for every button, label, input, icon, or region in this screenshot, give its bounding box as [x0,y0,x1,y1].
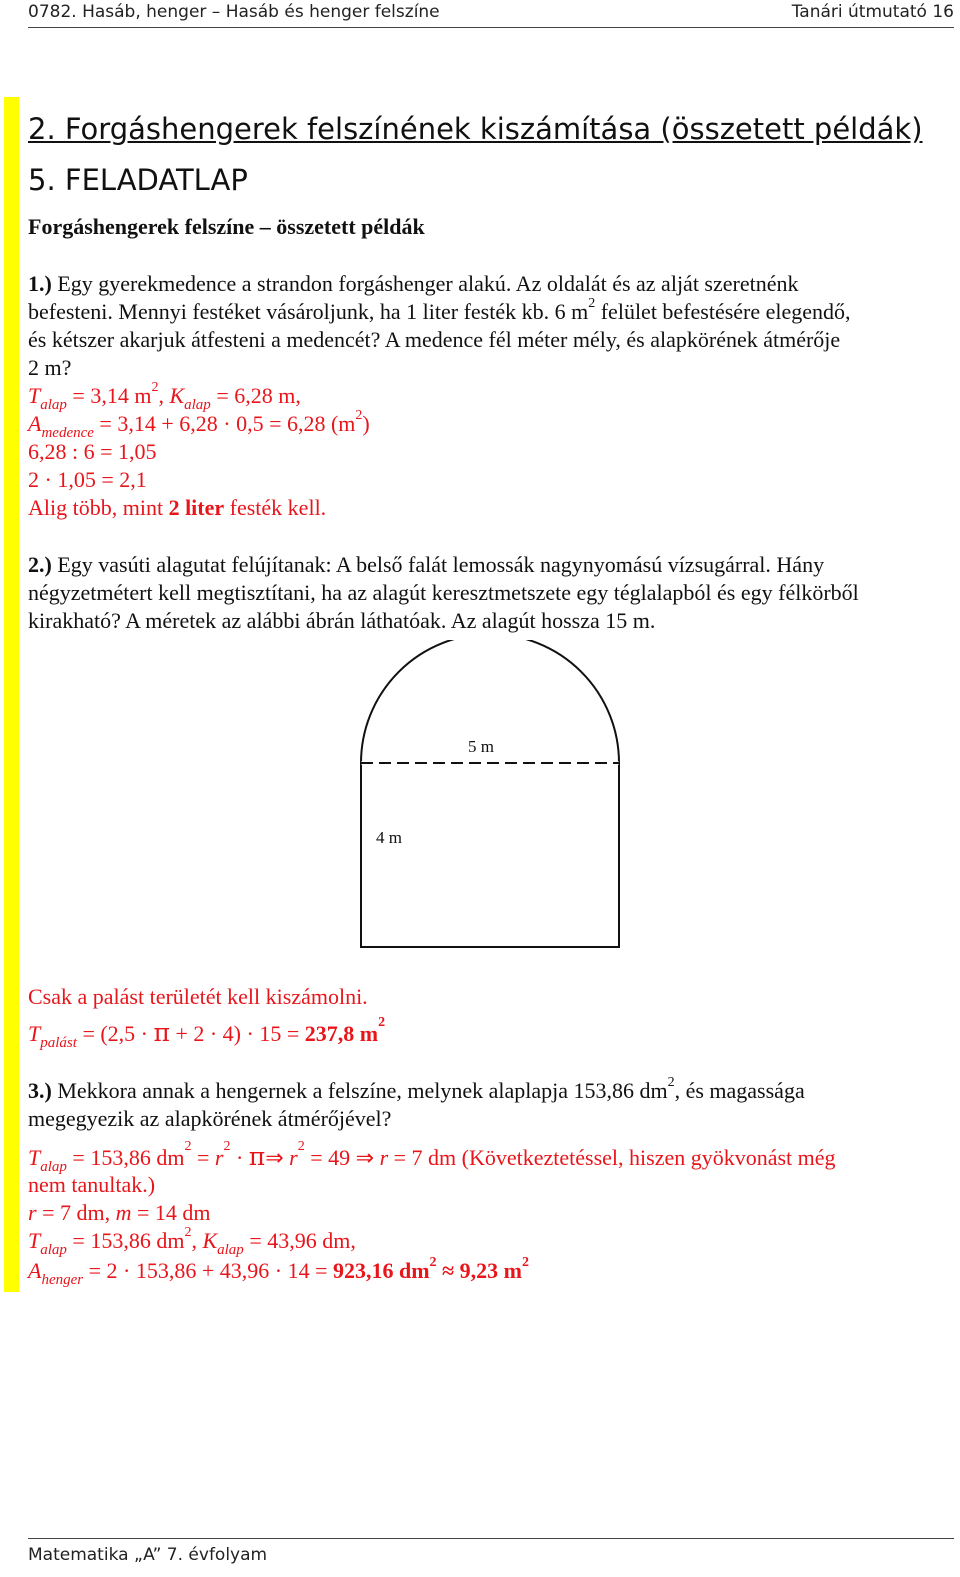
section-title: 2. Forgáshengerek felszínének kiszámítása (összetett példák) [28,112,923,146]
yellow-margin-bar [4,97,19,1292]
task3-solution-1: $T_{alap} = 153,86$ $dm^2 = r^2$ · π⇒ $r^2 = 49$ ⇒ r = 7 dm (Következtetéssel, hiszen gyökvonást még [28,1139,836,1175]
sheet-title: 5. FELADATLAP [28,163,248,197]
width-label: 5 m [468,737,494,756]
page-header [28,0,954,28]
task1-number: 1.) [28,271,52,296]
task1-solution-5: Alig több, mint 2 liter festék kell. [28,495,327,520]
task1-line1: 1.) Egy gyerekmedence a strandon forgáshenger alakú. Az oldalát és az alját szeretnénk [28,271,799,296]
height-label: 4 m [376,828,402,847]
task3-number: 3.) [28,1078,52,1103]
task1-line2: befesteni. Mennyi festéket vásároljunk, ha 1 liter festék kb. 6 $m^2$ felület befestésére elegendő, [28,296,851,324]
task2-solution-1: Csak a palást területét kell kiszámolni. [28,984,368,1009]
task1-solution-2: $A_{medence} = 3,14 + 6,28 \cdot 0,5 = 6,28$ $(m^2)$ [28,408,370,441]
task1-solution-1: $T_{alap} = 3,14$ $m^2$, $K_{alap} = 6,28$ m, [28,380,301,413]
task3-solution-2: r = 7 dm, m = 14 dm [28,1200,211,1225]
task2-line3: kirakható? A méretek az alábbi ábrán láthatóak. Az alagút hossza 15 m. [28,608,656,633]
task2-solution-2: $T_{palást} = (2,5 \cdot \pi + 2 \cdot 4) \cdot 15 = 237,8$ $m^2$ [28,1015,386,1051]
page-footer: Matematika „A” 7. évfolyam [28,1538,954,1565]
task3-line2: megegyezik az alapkörének átmérőjével? [28,1106,392,1131]
implies-arrow: ⇒ [265,1145,284,1170]
task3-solution-3: $T_{alap} = 153,86$ $dm^2$, $K_{alap} = 43,96$ dm, [28,1225,356,1258]
task3-line1: 3.) Mekkora annak a hengernek a felszíne, melynek alaplapja 153,86 $dm^2$, és magassága [28,1075,805,1103]
task2-line1: 2.) Egy vasúti alagutat felújítanak: A belső falát lemossák nagynyomású vízsugárral. Hány [28,552,825,577]
task1-solution-4: 2 · 1,05 = 2,1 [28,467,147,492]
rectangle [361,763,619,947]
task3-solution-1-cont: nem tanultak.) [28,1172,156,1197]
header-left: 0782. Hasáb, henger – Hasáb és henger felszíne [28,2,440,22]
task1-line4: 2 m? [28,355,72,380]
task1-line3: és kétszer akarjuk átfesteni a medencét? A medence fél méter mély, és alapkörének átmérője [28,327,841,352]
task2-line2: négyzetmétert kell megtisztítani, ha az alagút keresztmetszete egy téglalapból és egy félkörből [28,580,859,605]
tunnel-cross-section-figure [340,640,640,960]
implies-arrow: ⇒ [355,1145,375,1170]
pi-symbol: π [248,1142,266,1171]
header-right: Tanári útmutató 16 [791,2,954,22]
subtitle: Forgáshengerek felszíne – összetett példák [28,214,425,239]
pi-symbol: π [153,1018,170,1047]
task2-number: 2.) [28,552,52,577]
task3-solution-4: $A_{henger} = 2 \cdot 153,86 + 43,96 \cdot 14 = 923,16$ $dm^2 \approx 9,23$ $m^2$ [28,1255,529,1288]
task1-solution-3: 6,28 : 6 = 1,05 [28,439,157,464]
